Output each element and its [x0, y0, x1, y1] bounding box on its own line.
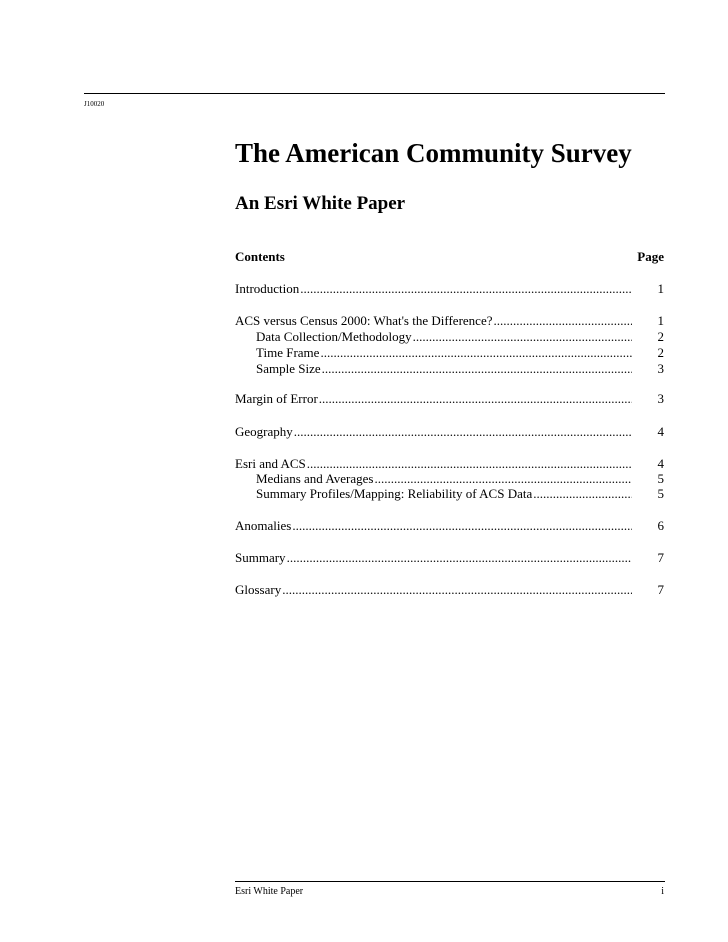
toc-entry-title: Glossary — [235, 582, 282, 597]
toc-entry-title: Summary — [235, 550, 286, 565]
document-subtitle: An Esri White Paper — [235, 193, 406, 214]
toc-entry-geography[interactable] — [235, 424, 664, 440]
toc-entry-page: 2 — [657, 345, 664, 360]
contents-heading: Contents — [235, 249, 285, 264]
toc-entry-page: 3 — [657, 361, 664, 376]
toc-entry-esri-and-acs[interactable] — [235, 456, 664, 472]
toc-entry-title: Medians and Averages — [256, 471, 374, 486]
toc-entry-title: Geography — [235, 424, 293, 439]
toc-entry-summary-profiles[interactable] — [256, 486, 664, 502]
toc-leader-dots — [300, 281, 632, 297]
toc-leader-dots — [294, 424, 632, 440]
footer-rule — [235, 881, 665, 882]
toc-entry-page: 5 — [657, 486, 664, 501]
toc-entry-page: 4 — [657, 456, 664, 471]
toc-entry-title: ACS versus Census 2000: What's the Difference? — [235, 313, 493, 328]
toc-entry-title: Anomalies — [235, 518, 292, 533]
toc-leader-dots — [533, 486, 632, 502]
toc-entry-time-frame[interactable] — [256, 345, 664, 361]
toc-entry-page: 5 — [657, 471, 664, 486]
toc-leader-dots — [320, 345, 632, 361]
toc-entry-title: Margin of Error — [235, 391, 318, 406]
toc-entry-medians-and-averages[interactable] — [256, 471, 664, 487]
header-rule — [84, 93, 665, 94]
toc-leader-dots — [322, 361, 632, 377]
toc-leader-dots — [374, 471, 632, 487]
toc-leader-dots — [287, 550, 632, 566]
toc-leader-dots — [292, 518, 632, 534]
toc-entry-anomalies[interactable] — [235, 518, 664, 534]
document-id: J10020 — [84, 100, 105, 108]
toc-entry-acs-versus-census[interactable] — [235, 313, 664, 329]
toc-entry-margin-of-error[interactable] — [235, 391, 664, 407]
toc-entry-data-collection[interactable] — [256, 329, 664, 345]
toc-entry-page: 3 — [657, 391, 664, 406]
toc-entry-page: 4 — [657, 424, 664, 439]
page-column-heading: Page — [637, 249, 664, 264]
toc-entry-sample-size[interactable] — [256, 361, 664, 377]
toc-entry-title: Introduction — [235, 281, 300, 296]
toc-entry-glossary[interactable] — [235, 582, 664, 598]
toc-entry-page: 6 — [657, 518, 664, 533]
toc-leader-dots — [319, 391, 632, 407]
toc-entry-page: 1 — [657, 281, 664, 296]
toc-entry-page: 1 — [657, 313, 664, 328]
toc-entry-summary[interactable] — [235, 550, 664, 566]
toc-entry-page: 2 — [657, 329, 664, 344]
footer-publication: Esri White Paper — [235, 886, 304, 897]
toc-entry-page: 7 — [657, 550, 664, 565]
toc-leader-dots — [282, 582, 632, 598]
toc-entry-title: Time Frame — [256, 345, 320, 360]
toc-leader-dots — [493, 313, 632, 329]
document-title: The American Community Survey — [235, 138, 632, 168]
toc-entry-title: Esri and ACS — [235, 456, 306, 471]
toc-leader-dots — [413, 329, 632, 345]
toc-leader-dots — [307, 456, 632, 472]
toc-entry-page: 7 — [657, 582, 664, 597]
toc-entry-title: Summary Profiles/Mapping: Reliability of ACS Data — [256, 486, 533, 501]
toc-entry-title: Data Collection/Methodology — [256, 329, 412, 344]
footer-page-number: i — [661, 886, 664, 897]
toc-entry-introduction[interactable] — [235, 281, 664, 297]
toc-entry-title: Sample Size — [256, 361, 321, 376]
